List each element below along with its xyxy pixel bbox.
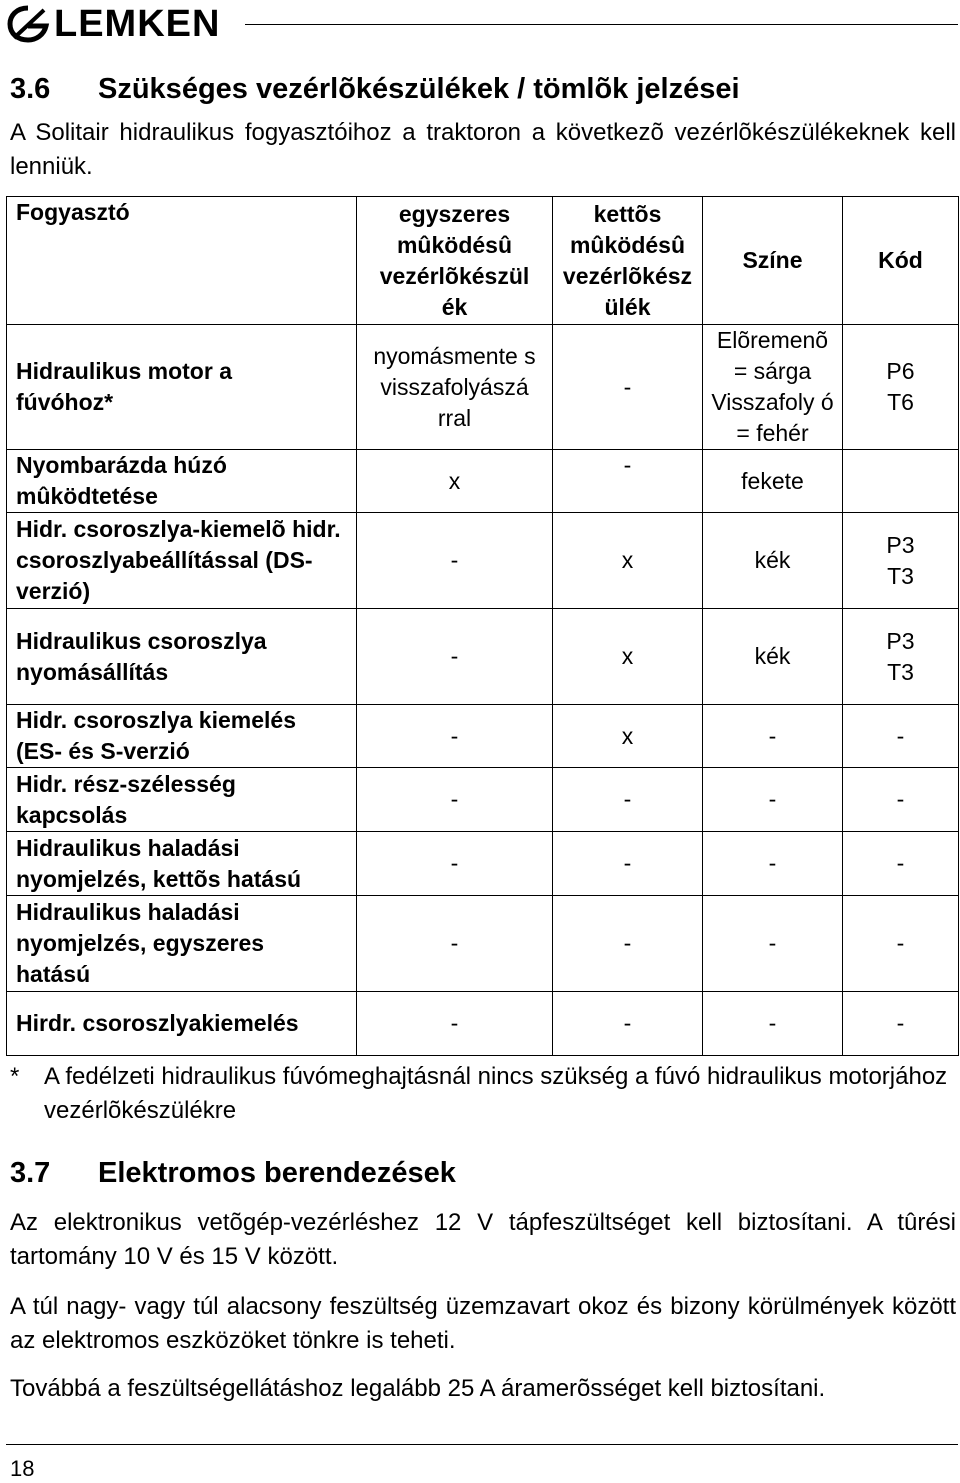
row-consumer: Hidraulikus csoroszlya nyomásállítás <box>7 609 357 705</box>
section-number: 3.6 <box>10 73 51 105</box>
row-single: - <box>357 896 553 992</box>
row-color: - <box>703 705 843 768</box>
row-color: kék <box>703 609 843 705</box>
row-single: - <box>357 992 553 1056</box>
row-double: x <box>553 705 703 768</box>
row-double: x <box>553 609 703 705</box>
section-number: 3.7 <box>10 1157 51 1189</box>
header-code: Kód <box>843 197 959 325</box>
row-color: - <box>703 896 843 992</box>
row-single: - <box>357 705 553 768</box>
header-rule <box>245 24 958 25</box>
row-consumer: Hidraulikus haladási nyomjelzés, kettõs hatású <box>7 832 357 896</box>
row-code <box>843 450 959 513</box>
row-code: - <box>843 832 959 896</box>
lemken-emblem-icon <box>6 4 50 44</box>
row-double: - <box>553 896 703 992</box>
table-header-row <box>7 197 959 325</box>
row-color: Elõremenõ = sárga Visszafoly ó = fehér <box>703 325 843 450</box>
table-row <box>7 513 959 609</box>
paragraph-voltage-fault: A túl nagy- vagy túl alacsony feszültség üzemzavart okoz és bizony körülmények között az elektromos eszközöket tönkre is teheti. <box>10 1293 956 1354</box>
row-color: fekete <box>703 450 843 513</box>
table-row <box>7 705 959 768</box>
header-consumer: Fogyasztó <box>7 197 357 325</box>
row-consumer: Hidr. rész-szélesség kapcsolás <box>7 768 357 832</box>
table-row <box>7 325 959 450</box>
header-color: Színe <box>703 197 843 325</box>
row-consumer: Hidraulikus motor a fúvóhoz* <box>7 325 357 450</box>
page-number: 18 <box>10 1456 35 1481</box>
section-title: Elektromos berendezések <box>98 1157 456 1189</box>
row-single: x <box>357 450 553 513</box>
table-row <box>7 896 959 992</box>
row-consumer: Nyombarázda húzó mûködtetése <box>7 450 357 513</box>
section-intro: A Solitair hidraulikus fogyasztóihoz a traktoron a következõ vezérlõkészülékeknek kell lenniük. <box>10 119 956 180</box>
row-color: - <box>703 992 843 1056</box>
row-double: - <box>553 768 703 832</box>
brand-name: LEMKEN <box>54 3 221 45</box>
row-code: - <box>843 705 959 768</box>
section-title: Szükséges vezérlõkészülékek / tömlõk jelzései <box>98 73 740 105</box>
header-double-acting: kettõs mûködésû vezérlõkész ülék <box>553 197 703 325</box>
section-heading-3-6 <box>10 72 950 108</box>
row-code: P3 T3 <box>843 513 959 609</box>
row-single: - <box>357 832 553 896</box>
row-color: - <box>703 768 843 832</box>
table-row <box>7 609 959 705</box>
row-code: - <box>843 992 959 1056</box>
footnote-text: A fedélzeti hidraulikus fúvómeghajtásnál nincs szükség a fúvó hidraulikus motorjához vezérlõkészülékre <box>44 1063 948 1124</box>
paragraph-current: Továbbá a feszültségellátáshoz legalább 25 A áramerõsséget kell biztosítani. <box>10 1375 826 1402</box>
row-single: nyomásmente s visszafolyászá rral <box>357 325 553 450</box>
footer-rule <box>6 1444 958 1445</box>
table-row <box>7 832 959 896</box>
row-consumer: Hidraulikus haladási nyomjelzés, egyszeres hatású <box>7 896 357 992</box>
lemken-logo <box>6 2 232 46</box>
control-valve-table <box>6 196 959 1056</box>
row-consumer: Hidr. csoroszlya-kiemelõ hidr. csoroszlyabeállítással (DS-verzió) <box>7 513 357 609</box>
footnote-mark: * <box>10 1063 20 1090</box>
table-row <box>7 768 959 832</box>
header-single-acting: egyszeres mûködésû vezérlõkészül ék <box>357 197 553 325</box>
row-double: x <box>553 513 703 609</box>
row-code: - <box>843 896 959 992</box>
row-color: - <box>703 832 843 896</box>
paragraph-supply-voltage: Az elektronikus vetõgép-vezérléshez 12 V tápfeszültséget kell biztosítani. A tûrési tartomány 10 V és 15 V között. <box>10 1209 956 1270</box>
row-color: kék <box>703 513 843 609</box>
row-code: - <box>843 768 959 832</box>
row-double: - <box>553 992 703 1056</box>
section-heading-3-7 <box>10 1156 950 1192</box>
row-double: - <box>553 450 703 513</box>
row-single: - <box>357 513 553 609</box>
row-consumer: Hidr. csoroszlya kiemelés (ES- és S-verzió <box>7 705 357 768</box>
row-code: P3 T3 <box>843 609 959 705</box>
table-row <box>7 450 959 513</box>
row-single: - <box>357 768 553 832</box>
row-double: - <box>553 325 703 450</box>
row-double: - <box>553 832 703 896</box>
table-row <box>7 992 959 1056</box>
row-consumer: Hirdr. csoroszlyakiemelés <box>7 992 357 1056</box>
row-single: - <box>357 609 553 705</box>
row-code: P6 T6 <box>843 325 959 450</box>
